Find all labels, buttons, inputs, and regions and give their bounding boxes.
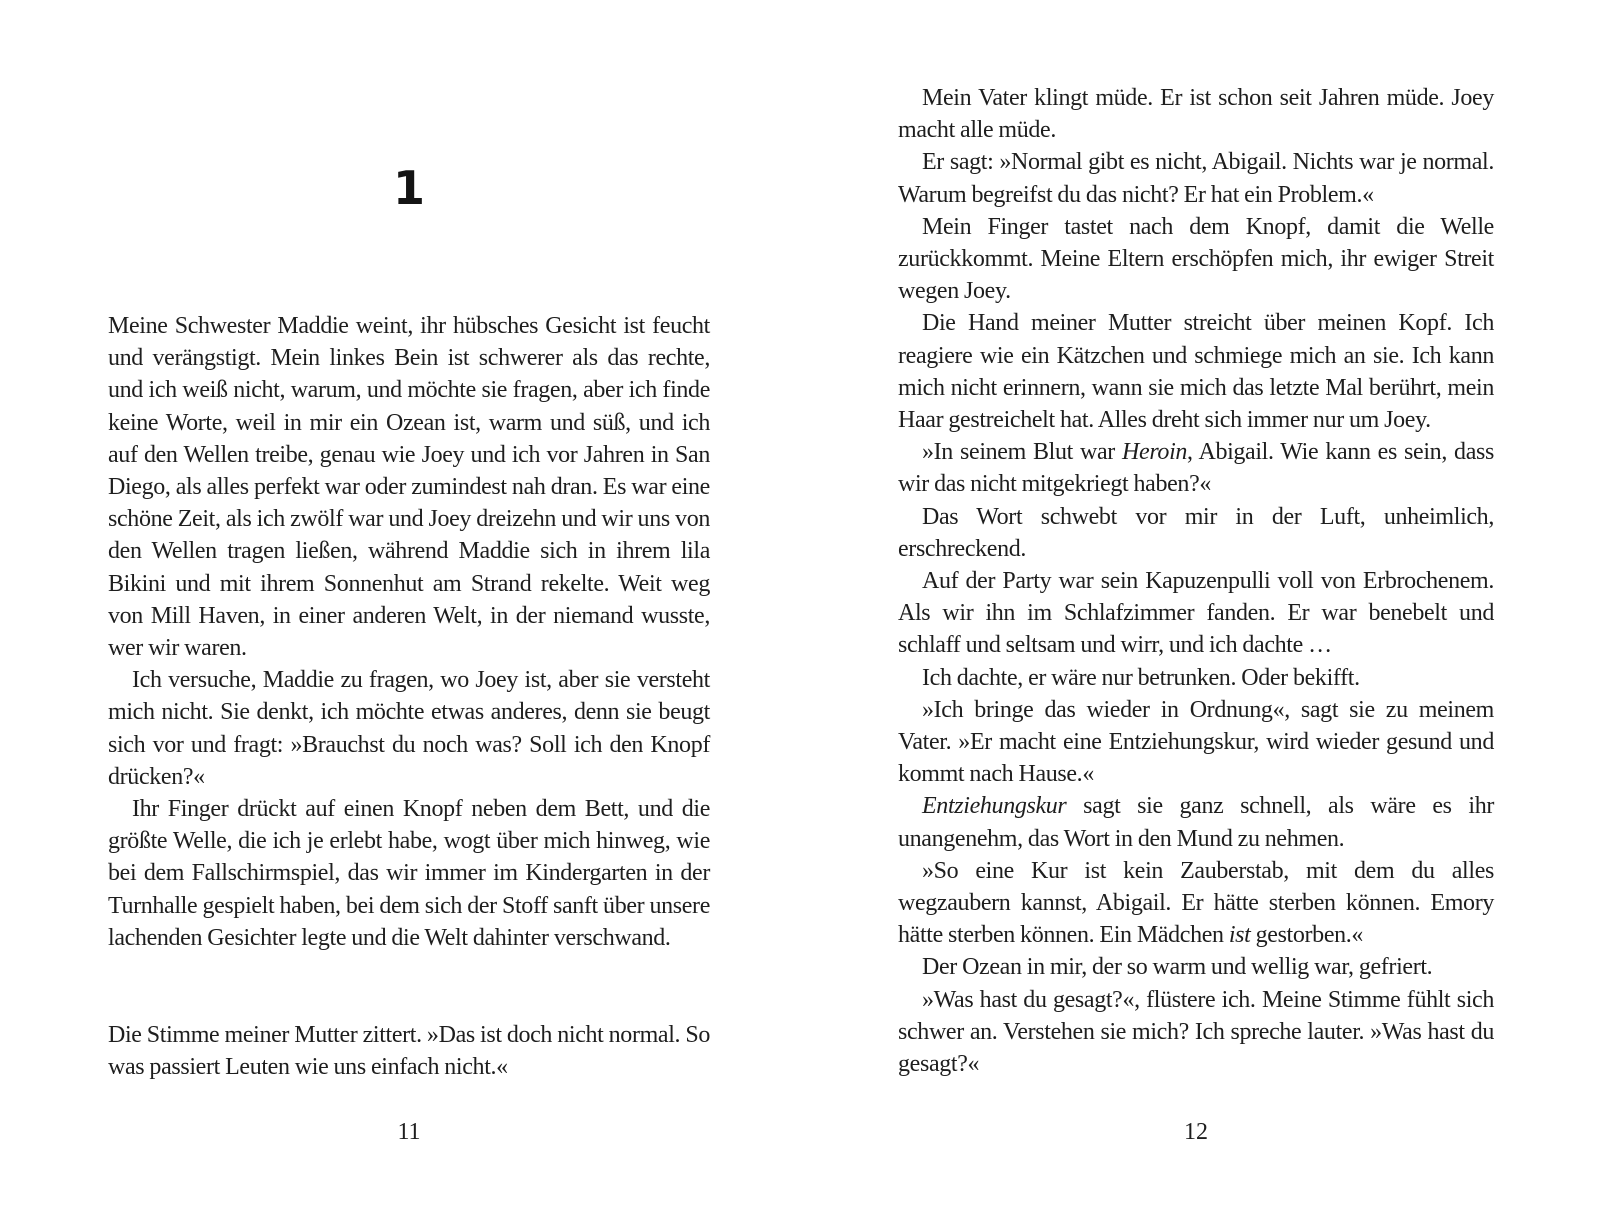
chapter-number: 1 bbox=[392, 161, 425, 215]
paragraph bbox=[898, 436, 1494, 500]
text-run: sagt sie ganz schnell, als wäre es ihr unangenehm, das Wort in den Mund zu nehmen. bbox=[898, 793, 1494, 852]
text-block-main bbox=[898, 82, 1494, 1080]
paragraph: Das Wort schwebt vor mir in der Luft, unheimlich, erschreckend. bbox=[898, 503, 1494, 562]
page-number: 11 bbox=[397, 1119, 421, 1145]
paragraph: Auf der Party war sein Kapuzenpulli voll von Erbrochenem. Als wir ihn im Schlafzimmer fanden. Er war benebelt und schlaff und seltsam und wirr, und ich dachte … bbox=[898, 568, 1494, 659]
paragraph bbox=[898, 790, 1494, 854]
page-number: 12 bbox=[1184, 1119, 1208, 1145]
paragraph: Ihr Finger drückt auf einen Knopf neben dem Bett, und die größte Welle, die ich je erlebt habe, wogt über mich hinweg, wie bei dem Fallschirmspiel, das wir immer im Kindergarten in der Turnhalle gespielt haben, bei dem sich der Stoff sanft über unsere lachenden Gesichter legte und die Welt dahinter verschwand. bbox=[108, 796, 710, 951]
text-block-section bbox=[108, 1019, 710, 1083]
paragraph: Ich dachte, er wäre nur betrunken. Oder bekifft. bbox=[922, 664, 1360, 691]
paragraph: Meine Schwester Maddie weint, ihr hübsches Gesicht ist feucht und verängstigt. Mein linkes Bein ist schwerer als das rechte, und ich weiß nicht, warum, und möchte sie fragen, aber ich finde keine Worte, weil in mir ein Ozean ist, warm und süß, und ich auf den Wellen treibe, genau wie Joey und ich vor Jahren in San Diego, als alles perfekt war oder zumindest nah dran. Es war eine schöne Zeit, als ich zwölf war und Joey dreizehn und wir uns von den Wellen tragen ließen, während Maddie sich in ihrem lila Bikini und mit ihrem Sonnenhut am Strand rekelte. Weit weg von Mill Haven, in einer anderen Welt, in der niemand wusste, wer wir waren. bbox=[108, 313, 710, 662]
paragraph: Ich versuche, Maddie zu fragen, wo Joey ist, aber sie versteht mich nicht. Sie denkt, ich möchte etwas anderes, denn sie beugt sich vor und fragt: »Brauchst du noch was? Soll ich den Knopf drücken?« bbox=[108, 667, 710, 790]
text-run: »In seinem Blut war bbox=[922, 439, 1123, 466]
italic-run: Entziehungskur bbox=[922, 793, 1067, 820]
text-block-main bbox=[108, 310, 710, 954]
paragraph bbox=[898, 855, 1494, 952]
paragraph: Die Stimme meiner Mutter zittert. »Das ist doch nicht normal. So was passiert Leuten wie uns einfach nicht.« bbox=[108, 1022, 710, 1081]
italic-run: ist bbox=[1228, 922, 1251, 949]
text-run: »So eine Kur ist kein Zauberstab, mit dem du alles wegzaubern kannst, Abigail. Er hätte sterben können. Emory hätte sterben können. Ein Mädchen bbox=[898, 857, 1494, 949]
left-page bbox=[108, 0, 710, 1216]
italic-run: Heroin bbox=[1122, 439, 1188, 466]
paragraph: Der Ozean in mir, der so warm und wellig war, gefriert. bbox=[922, 954, 1433, 981]
paragraph: Er sagt: »Normal gibt es nicht, Abigail. Nichts war je normal. Warum begreifst du das nicht? Er hat ein Problem.« bbox=[898, 149, 1494, 208]
paragraph: Mein Vater klingt müde. Er ist schon seit Jahren müde. Joey macht alle müde. bbox=[898, 85, 1494, 144]
paragraph: Mein Finger tastet nach dem Knopf, damit die Welle zurückkommt. Meine Eltern erschöpfen mich, ihr ewiger Streit wegen Joey. bbox=[898, 213, 1494, 305]
right-page bbox=[898, 0, 1494, 1216]
text-run: , Abigail. Wie kann es sein, dass wir das nicht mitgekriegt haben?« bbox=[898, 439, 1494, 498]
paragraph: Die Hand meiner Mutter streicht über meinen Kopf. Ich reagiere wie ein Kätzchen und schmiege mich an sie. Ich kann mich nicht erinnern, wann sie mich das letzte Mal berührt, mein Haar gestreichelt hat. Alles dreht sich immer nur um Joey. bbox=[898, 310, 1494, 434]
text-run: gestorben.« bbox=[1250, 922, 1364, 949]
paragraph: »Ich bringe das wieder in Ordnung«, sagt sie zu meinem Vater. »Er macht eine Entziehungskur, wird wieder gesund und kommt nach Hause.« bbox=[898, 696, 1494, 788]
paragraph: »Was hast du gesagt?«, flüstere ich. Meine Stimme fühlt sich schwer an. Verstehen sie mich? Ich spreche lauter. »Was hast du gesagt?« bbox=[898, 986, 1494, 1078]
